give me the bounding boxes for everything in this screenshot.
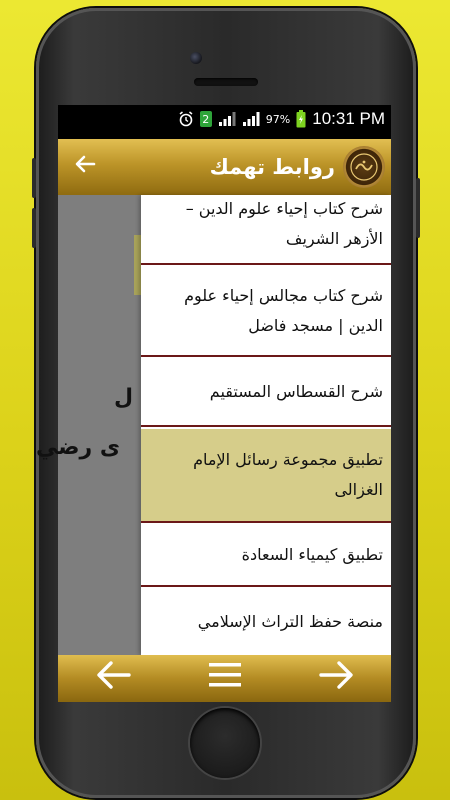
bottom-nav-bar bbox=[58, 655, 391, 702]
background-text-line1: ل bbox=[114, 385, 134, 410]
front-camera bbox=[190, 52, 202, 64]
arrow-left-icon[interactable] bbox=[84, 660, 144, 698]
title-group bbox=[210, 146, 385, 188]
power-button bbox=[416, 178, 420, 238]
phone-screen bbox=[36, 105, 391, 702]
battery-percent: 97% bbox=[265, 112, 291, 126]
menu-item-kimiya-saada[interactable] bbox=[141, 525, 391, 587]
earpiece-speaker bbox=[194, 78, 258, 86]
sim-icon: 2 bbox=[200, 111, 212, 127]
background-text-line2: ى رضي bbox=[36, 435, 121, 460]
signal-icon-2 bbox=[242, 111, 260, 127]
menu-item-label: تطبيق كيمياء السعادة bbox=[241, 545, 383, 564]
arrow-left-icon[interactable] bbox=[70, 152, 100, 182]
phone-frame bbox=[36, 8, 416, 798]
menu-item-majalis-ihya[interactable] bbox=[141, 267, 391, 357]
menu-item-ihya-azhar[interactable] bbox=[141, 185, 391, 265]
alarm-icon bbox=[178, 111, 194, 127]
menu-item-rasail-ghazali[interactable] bbox=[141, 429, 391, 523]
page-title: روابط تهمك bbox=[209, 155, 335, 179]
links-menu bbox=[141, 195, 391, 655]
volume-up-button bbox=[32, 158, 36, 198]
menu-item-label: تطبيق مجموعة رسائل الإمام الغزالى bbox=[193, 450, 383, 499]
menu-item-qistas[interactable] bbox=[141, 359, 391, 427]
volume-down-button bbox=[32, 208, 36, 248]
signal-icon bbox=[218, 111, 236, 127]
menu-item-label: شرح كتاب مجالس إحياء علوم الدين | مسجد فاضل bbox=[184, 286, 383, 335]
battery-icon bbox=[296, 110, 306, 128]
status-bar bbox=[58, 105, 391, 133]
menu-item-label: شرح القسطاس المستقيم bbox=[209, 382, 383, 401]
arrow-right-icon[interactable] bbox=[306, 660, 366, 698]
clock: 10:31 PM bbox=[312, 109, 385, 128]
menu-item-label: شرح كتاب إحياء علوم الدين – الأزهر الشريف bbox=[185, 199, 383, 248]
menu-item-label: منصة حفظ التراث الإسلامي bbox=[197, 612, 383, 631]
content-area bbox=[36, 195, 391, 655]
hamburger-menu-icon[interactable] bbox=[195, 661, 255, 697]
background-panel bbox=[58, 195, 143, 655]
menu-item-turath-platform[interactable] bbox=[141, 589, 391, 655]
home-button[interactable] bbox=[190, 708, 260, 778]
app-logo-icon bbox=[343, 146, 385, 188]
